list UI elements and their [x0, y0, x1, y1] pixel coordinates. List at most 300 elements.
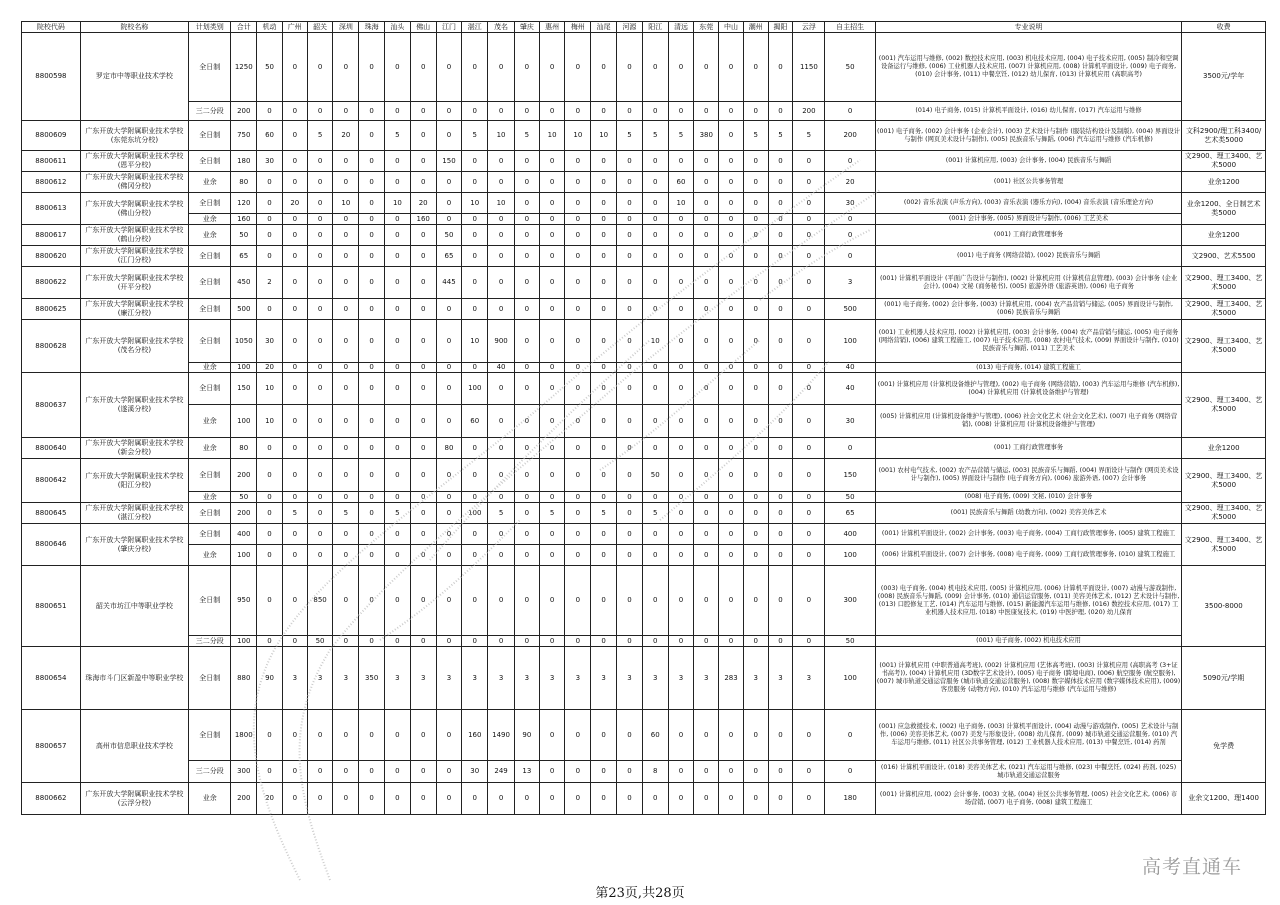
- quota-cell: 0: [282, 783, 307, 815]
- quota-cell: 5: [539, 503, 565, 524]
- plan-type-cell: 全日制: [189, 524, 231, 545]
- quota-cell: 0: [488, 214, 515, 225]
- quota-cell: 0: [793, 783, 825, 815]
- quota-cell: 0: [539, 459, 565, 492]
- quota-cell: 20: [257, 363, 283, 373]
- quota-cell: 0: [385, 363, 411, 373]
- quota-cell: 5: [743, 121, 768, 151]
- quota-cell: 0: [488, 524, 515, 545]
- quota-cell: 0: [694, 193, 719, 214]
- quota-cell: 0: [436, 193, 462, 214]
- quota-cell: 0: [462, 545, 488, 566]
- quota-cell: 0: [539, 33, 565, 102]
- quota-cell: 0: [359, 636, 385, 647]
- quota-cell: 100: [231, 636, 257, 647]
- quota-cell: 0: [719, 566, 744, 636]
- quota-cell: 0: [539, 783, 565, 815]
- quota-cell: 0: [793, 438, 825, 459]
- quota-cell: 0: [488, 246, 515, 267]
- quota-cell: 0: [591, 492, 617, 503]
- quota-cell: 0: [257, 636, 283, 647]
- school-name-cell: 广东开放大学附属职业技术学校(恩平分校): [80, 151, 188, 172]
- quota-cell: 0: [793, 373, 825, 405]
- quota-cell: 0: [793, 172, 825, 193]
- quota-cell: 40: [825, 373, 876, 405]
- quota-cell: 50: [307, 636, 333, 647]
- quota-cell: 0: [591, 459, 617, 492]
- quota-cell: 283: [719, 647, 744, 710]
- quota-cell: 150: [436, 151, 462, 172]
- quota-cell: 0: [743, 524, 768, 545]
- quota-cell: 0: [488, 492, 515, 503]
- quota-cell: 0: [359, 172, 385, 193]
- quota-cell: 0: [539, 363, 565, 373]
- quota-cell: 0: [282, 373, 307, 405]
- quota-cell: 3: [694, 647, 719, 710]
- quota-cell: 1490: [488, 710, 515, 761]
- quota-cell: 10: [462, 193, 488, 214]
- school-name-cell: 珠海市斗门区新盈中等职业学校: [80, 647, 188, 710]
- plan-type-cell: 业余: [189, 405, 231, 438]
- table-row: [22, 783, 1266, 815]
- quota-cell: 0: [282, 710, 307, 761]
- quota-cell: 1800: [231, 710, 257, 761]
- quota-cell: 0: [642, 373, 668, 405]
- quota-cell: 0: [385, 373, 411, 405]
- quota-cell: 90: [514, 710, 539, 761]
- quota-cell: 0: [257, 102, 283, 121]
- quota-cell: 0: [719, 438, 744, 459]
- table-row: [22, 214, 1266, 225]
- quota-cell: 0: [333, 363, 359, 373]
- quota-cell: 500: [825, 299, 876, 320]
- quota-cell: 3: [282, 647, 307, 710]
- quota-cell: 3: [436, 647, 462, 710]
- column-header: 广州: [282, 22, 307, 33]
- school-code-cell: 8800628: [22, 320, 81, 373]
- quota-cell: 0: [410, 172, 436, 193]
- major-description-cell: (001) 工业机器人技术应用, (002) 计算机应用, (003) 会计事务, (004) 农产品营销与储运, (005) 电子商务 (网络营销), (006) 建筑工程施工, (007) 电子技术应用, (008) 农村电气技术, (009) 界面设计与制作, (010) 民族音乐与舞蹈, (011) 工艺美术: [875, 320, 1181, 363]
- quota-cell: 5: [385, 503, 411, 524]
- quota-cell: 0: [282, 405, 307, 438]
- quota-cell: 0: [591, 373, 617, 405]
- quota-cell: 0: [743, 636, 768, 647]
- quota-cell: 0: [436, 121, 462, 151]
- quota-cell: 0: [385, 761, 411, 783]
- quota-cell: 0: [617, 267, 643, 299]
- column-header: 河源: [617, 22, 643, 33]
- quota-cell: 0: [462, 102, 488, 121]
- quota-cell: 0: [539, 299, 565, 320]
- quota-cell: 30: [462, 761, 488, 783]
- quota-cell: 0: [488, 299, 515, 320]
- column-header: 湛江: [462, 22, 488, 33]
- quota-cell: 0: [793, 267, 825, 299]
- quota-cell: 0: [436, 405, 462, 438]
- quota-cell: 0: [514, 33, 539, 102]
- quota-cell: 100: [825, 320, 876, 363]
- quota-cell: 0: [743, 225, 768, 246]
- quota-cell: 0: [694, 636, 719, 647]
- quota-cell: 0: [694, 761, 719, 783]
- quota-cell: 0: [743, 299, 768, 320]
- quota-cell: 0: [793, 246, 825, 267]
- quota-cell: 10: [257, 373, 283, 405]
- quota-cell: 0: [539, 193, 565, 214]
- quota-cell: 0: [410, 405, 436, 438]
- quota-cell: 0: [257, 214, 283, 225]
- quota-cell: 0: [642, 102, 668, 121]
- quota-cell: 0: [410, 267, 436, 299]
- quota-cell: 0: [743, 267, 768, 299]
- quota-cell: 0: [488, 102, 515, 121]
- quota-cell: 0: [719, 121, 744, 151]
- quota-cell: 100: [825, 647, 876, 710]
- major-description-cell: (001) 工商行政管理事务: [875, 225, 1181, 246]
- quota-cell: 0: [539, 246, 565, 267]
- column-header: 惠州: [539, 22, 565, 33]
- quota-cell: 50: [436, 225, 462, 246]
- quota-cell: 20: [410, 193, 436, 214]
- quota-cell: 0: [359, 267, 385, 299]
- quota-cell: 0: [333, 636, 359, 647]
- quota-cell: 100: [231, 545, 257, 566]
- table-row: [22, 363, 1266, 373]
- quota-cell: 380: [694, 121, 719, 151]
- major-description-cell: (001) 应急救援技术, (002) 电子商务, (003) 计算机平面设计, (004) 动漫与游戏制作, (005) 艺术设计与制作, (006) 美容美体艺术, (007) 美发与形象设计, (008) 幼儿保育, (009) 城市轨道交通运营服务, (010) 汽车运用与维修, (011) 社区公共事务管理, (012) 工业机器人技术应用, (013) 中餐烹饪, (014) 药剂: [875, 710, 1181, 761]
- table-row: [22, 405, 1266, 438]
- quota-cell: 0: [793, 320, 825, 363]
- quota-cell: 0: [462, 566, 488, 636]
- quota-cell: 0: [359, 214, 385, 225]
- table-row: [22, 320, 1266, 363]
- quota-cell: 0: [768, 761, 793, 783]
- column-header: 潮州: [743, 22, 768, 33]
- quota-cell: 0: [307, 373, 333, 405]
- quota-cell: 0: [257, 492, 283, 503]
- quota-cell: 0: [668, 438, 694, 459]
- quota-cell: 0: [591, 267, 617, 299]
- quota-cell: 0: [668, 405, 694, 438]
- quota-cell: 0: [385, 783, 411, 815]
- quota-cell: 0: [436, 459, 462, 492]
- plan-type-cell: 全日制: [189, 121, 231, 151]
- quota-cell: 10: [668, 193, 694, 214]
- quota-cell: 0: [565, 214, 591, 225]
- quota-cell: 0: [617, 299, 643, 320]
- quota-cell: 0: [462, 214, 488, 225]
- quota-cell: 0: [768, 33, 793, 102]
- quota-cell: 0: [462, 33, 488, 102]
- quota-cell: 0: [257, 710, 283, 761]
- school-code-cell: 8800640: [22, 438, 81, 459]
- quota-cell: 200: [231, 783, 257, 815]
- major-description-cell: (001) 计算机应用, (003) 会计事务, (004) 民族音乐与舞蹈: [875, 151, 1181, 172]
- plan-type-cell: 三二分段: [189, 636, 231, 647]
- quota-cell: 0: [359, 320, 385, 363]
- quota-cell: 0: [793, 524, 825, 545]
- column-header: 院校代码: [22, 22, 81, 33]
- quota-cell: 0: [488, 225, 515, 246]
- quota-cell: 0: [825, 225, 876, 246]
- quota-cell: 0: [591, 405, 617, 438]
- quota-cell: 0: [436, 102, 462, 121]
- plan-type-cell: 业余: [189, 492, 231, 503]
- quota-cell: 249: [488, 761, 515, 783]
- major-description-cell: (001) 计算机平面设计 (平面广告设计与制作), (002) 计算机应用 (计算机信息管理), (003) 会计事务 (企业会计), (004) 文秘 (商务秘书), (005) 旅游外语 (旅游英语), (006) 电子商务: [875, 267, 1181, 299]
- quota-cell: 50: [231, 225, 257, 246]
- quota-cell: 0: [768, 363, 793, 373]
- quota-cell: 10: [385, 193, 411, 214]
- quota-cell: 0: [768, 373, 793, 405]
- quota-cell: 3: [488, 647, 515, 710]
- table-row: [22, 246, 1266, 267]
- quota-cell: 0: [617, 459, 643, 492]
- quota-cell: 0: [436, 524, 462, 545]
- major-description-cell: (001) 社区公共事务管理: [875, 172, 1181, 193]
- quota-cell: 0: [793, 214, 825, 225]
- plan-type-cell: 全日制: [189, 267, 231, 299]
- quota-cell: 0: [793, 299, 825, 320]
- quota-cell: 0: [694, 246, 719, 267]
- quota-cell: 0: [793, 492, 825, 503]
- quota-cell: 0: [385, 710, 411, 761]
- quota-cell: 0: [565, 299, 591, 320]
- plan-type-cell: 业余: [189, 172, 231, 193]
- quota-cell: 0: [565, 320, 591, 363]
- quota-cell: 10: [539, 121, 565, 151]
- quota-cell: 1250: [231, 33, 257, 102]
- quota-cell: 0: [668, 246, 694, 267]
- quota-cell: 200: [231, 503, 257, 524]
- quota-cell: 950: [231, 566, 257, 636]
- quota-cell: 0: [565, 761, 591, 783]
- quota-cell: 0: [462, 246, 488, 267]
- major-description-cell: (001) 电子商务, (002) 会计事务 (企业会计), (003) 艺术设计与制作 (服装结构设计及制版), (004) 界面设计与制作 (网页美术设计与制作), (005) 民族音乐与舞蹈, (006) 汽车运用与维修 (汽车机修): [875, 121, 1181, 151]
- quota-cell: 0: [488, 405, 515, 438]
- quota-cell: 20: [333, 121, 359, 151]
- quota-cell: 200: [825, 121, 876, 151]
- quota-cell: 0: [488, 459, 515, 492]
- quota-cell: 0: [307, 438, 333, 459]
- major-description-cell: (001) 工商行政管理事务: [875, 438, 1181, 459]
- quota-cell: 0: [694, 225, 719, 246]
- quota-cell: 0: [257, 524, 283, 545]
- quota-cell: 0: [359, 492, 385, 503]
- quota-cell: 0: [359, 363, 385, 373]
- quota-cell: 0: [617, 545, 643, 566]
- quota-cell: 20: [825, 172, 876, 193]
- quota-cell: 0: [591, 783, 617, 815]
- table-row: [22, 545, 1266, 566]
- school-name-cell: 广东开放大学附属职业技术学校(遂溪分校): [80, 373, 188, 438]
- school-code-cell: 8800662: [22, 783, 81, 815]
- quota-cell: 0: [768, 524, 793, 545]
- quota-cell: 0: [565, 373, 591, 405]
- table-body: [22, 33, 1266, 815]
- quota-cell: 0: [668, 459, 694, 492]
- school-name-cell: 广东开放大学附属职业技术学校(云浮分校): [80, 783, 188, 815]
- quota-cell: 0: [719, 267, 744, 299]
- quota-cell: 0: [825, 761, 876, 783]
- quota-cell: 0: [539, 636, 565, 647]
- quota-cell: 0: [617, 761, 643, 783]
- quota-cell: 0: [359, 121, 385, 151]
- quota-cell: 0: [410, 710, 436, 761]
- major-description-cell: (003) 电子商务, (004) 机电技术应用, (005) 计算机应用, (006) 计算机平面设计, (007) 动漫与游戏制作, (008) 民族音乐与舞蹈, (009) 会计事务, (010) 通信运营服务, (011) 美容美体艺术, (012) 艺术设计与制作, (013) 口腔修复工艺, (014) 汽车运用与维修, (015) 新能源汽车运用与维修, (016) 数控技术应用, (017) 工业机器人技术应用, (018) 中医康复技术, (019) 中医护理, (020) 幼儿保育: [875, 566, 1181, 636]
- quota-cell: 0: [694, 503, 719, 524]
- quota-cell: 0: [694, 267, 719, 299]
- quota-cell: 0: [642, 783, 668, 815]
- quota-cell: 0: [591, 363, 617, 373]
- table-row: [22, 299, 1266, 320]
- quota-cell: 0: [825, 438, 876, 459]
- quota-cell: 0: [385, 172, 411, 193]
- quota-cell: 0: [282, 524, 307, 545]
- column-header: 韶关: [307, 22, 333, 33]
- fee-cell: 文科2900/理工科3400/艺术类5000: [1182, 121, 1266, 151]
- plan-type-cell: 业余: [189, 545, 231, 566]
- quota-cell: 0: [642, 405, 668, 438]
- quota-cell: 60: [462, 405, 488, 438]
- plan-type-cell: 全日制: [189, 33, 231, 102]
- quota-cell: 5: [462, 121, 488, 151]
- quota-cell: 0: [359, 33, 385, 102]
- quota-cell: 0: [514, 636, 539, 647]
- table-row: [22, 193, 1266, 214]
- quota-cell: 0: [668, 320, 694, 363]
- quota-cell: 0: [642, 172, 668, 193]
- quota-cell: 0: [617, 151, 643, 172]
- quota-cell: 0: [282, 459, 307, 492]
- quota-cell: 0: [694, 710, 719, 761]
- quota-cell: 5: [282, 503, 307, 524]
- quota-cell: 0: [617, 246, 643, 267]
- quota-cell: 90: [257, 647, 283, 710]
- quota-cell: 0: [462, 363, 488, 373]
- fee-cell: 3500-8000: [1182, 566, 1266, 647]
- plan-type-cell: 业余: [189, 363, 231, 373]
- quota-cell: 0: [617, 33, 643, 102]
- quota-cell: 0: [307, 363, 333, 373]
- quota-cell: 0: [642, 363, 668, 373]
- quota-cell: 0: [410, 492, 436, 503]
- plan-type-cell: 业余: [189, 783, 231, 815]
- quota-cell: 10: [642, 320, 668, 363]
- quota-cell: 0: [462, 783, 488, 815]
- quota-cell: 0: [282, 267, 307, 299]
- quota-cell: 0: [591, 225, 617, 246]
- quota-cell: 0: [307, 710, 333, 761]
- quota-cell: 10: [257, 405, 283, 438]
- column-header: 阳江: [642, 22, 668, 33]
- quota-cell: 120: [231, 193, 257, 214]
- quota-cell: 0: [307, 267, 333, 299]
- quota-cell: 0: [768, 246, 793, 267]
- quota-cell: 0: [257, 545, 283, 566]
- quota-cell: 0: [410, 783, 436, 815]
- quota-cell: 0: [565, 492, 591, 503]
- quota-cell: 0: [333, 102, 359, 121]
- quota-cell: 0: [488, 267, 515, 299]
- school-code-cell: 8800609: [22, 121, 81, 151]
- table-row: [22, 492, 1266, 503]
- major-description-cell: (013) 电子商务, (014) 建筑工程施工: [875, 363, 1181, 373]
- quota-cell: 0: [719, 783, 744, 815]
- quota-cell: 0: [410, 503, 436, 524]
- plan-type-cell: 全日制: [189, 193, 231, 214]
- quota-cell: 0: [307, 214, 333, 225]
- quota-cell: 5: [514, 121, 539, 151]
- quota-cell: 0: [768, 172, 793, 193]
- quota-cell: 180: [825, 783, 876, 815]
- quota-cell: 0: [565, 636, 591, 647]
- table-row: [22, 761, 1266, 783]
- quota-cell: 0: [743, 503, 768, 524]
- quota-cell: 0: [768, 299, 793, 320]
- quota-cell: 0: [793, 761, 825, 783]
- quota-cell: 0: [719, 524, 744, 545]
- column-header: 江门: [436, 22, 462, 33]
- quota-cell: 0: [333, 320, 359, 363]
- school-code-cell: 8800651: [22, 566, 81, 647]
- plan-type-cell: 业余: [189, 214, 231, 225]
- quota-cell: 0: [591, 299, 617, 320]
- quota-cell: 300: [231, 761, 257, 783]
- quota-cell: 0: [743, 214, 768, 225]
- quota-cell: 0: [282, 438, 307, 459]
- quota-cell: 0: [410, 246, 436, 267]
- quota-cell: 1050: [231, 320, 257, 363]
- quota-cell: 0: [694, 405, 719, 438]
- quota-cell: 0: [719, 33, 744, 102]
- quota-cell: 0: [565, 267, 591, 299]
- quota-cell: 0: [436, 172, 462, 193]
- quota-cell: 10: [462, 320, 488, 363]
- quota-cell: 0: [410, 761, 436, 783]
- quota-cell: 0: [743, 545, 768, 566]
- major-description-cell: (001) 计算机应用 (中职普通高考班), (002) 计算机应用 (艺体高考班), (003) 计算机应用 (高职高考 (3+证书高考)), (004) 计算机应用 (3D数字艺术设计), (005) 电子商务 (跨境电商), (006) 航空服务 (航空服务), (007) 城市轨道交通运营服务 (城市轨道交通运营服务), (008) 数字媒体技术应用 (数字媒体技术应用), (009) 客房服务 (动物方向), (010) 汽车运用与维修 (汽车运用与维修): [875, 647, 1181, 710]
- quota-cell: 0: [565, 438, 591, 459]
- plan-type-cell: 全日制: [189, 459, 231, 492]
- quota-cell: 50: [257, 33, 283, 102]
- quota-cell: 0: [719, 459, 744, 492]
- quota-cell: 30: [825, 193, 876, 214]
- school-code-cell: 8800642: [22, 459, 81, 503]
- quota-cell: 0: [539, 214, 565, 225]
- quota-cell: 880: [231, 647, 257, 710]
- quota-cell: 0: [333, 405, 359, 438]
- quota-cell: 0: [462, 151, 488, 172]
- quota-cell: 0: [743, 172, 768, 193]
- quota-cell: 0: [719, 214, 744, 225]
- quota-cell: 0: [743, 459, 768, 492]
- quota-cell: 0: [768, 492, 793, 503]
- quota-cell: 0: [617, 524, 643, 545]
- quota-cell: 0: [617, 636, 643, 647]
- quota-cell: 0: [333, 267, 359, 299]
- table-row: [22, 373, 1266, 405]
- quota-cell: 0: [359, 102, 385, 121]
- quota-cell: 0: [768, 566, 793, 636]
- quota-cell: 0: [668, 566, 694, 636]
- quota-cell: 0: [668, 225, 694, 246]
- quota-cell: 0: [514, 492, 539, 503]
- school-name-cell: 广东开放大学附属职业技术学校(江门分校): [80, 246, 188, 267]
- quota-cell: 0: [462, 524, 488, 545]
- quota-cell: 0: [668, 524, 694, 545]
- quota-cell: 3: [385, 647, 411, 710]
